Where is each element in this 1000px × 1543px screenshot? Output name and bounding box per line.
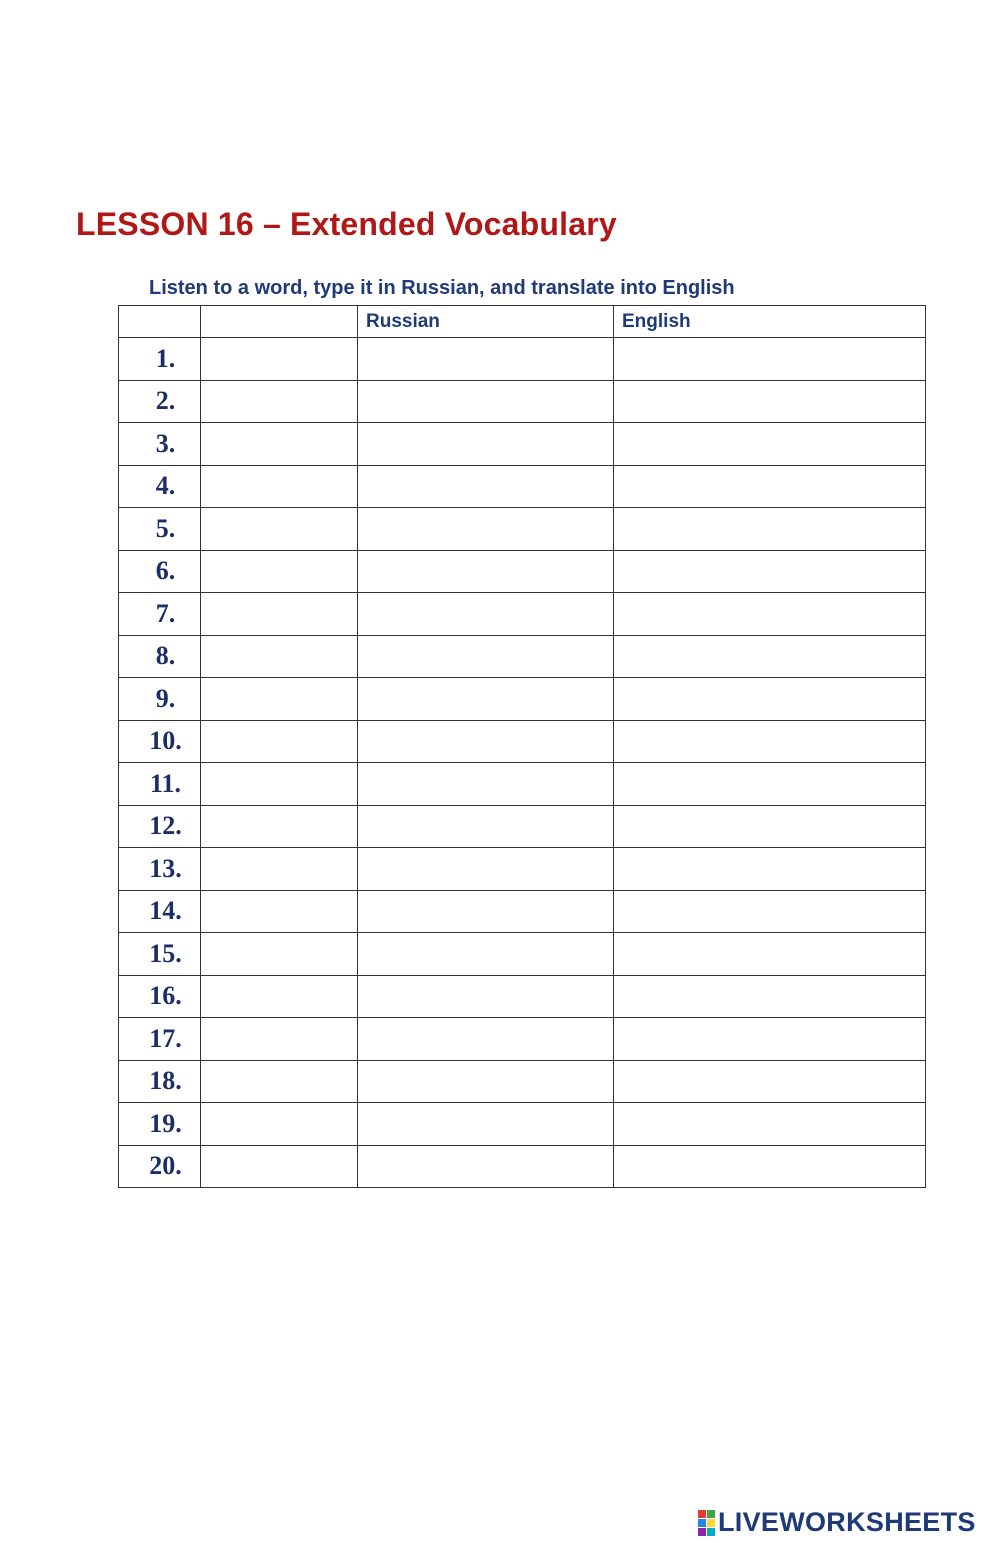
audio-cell[interactable] [201,1145,358,1188]
audio-cell[interactable] [201,1018,358,1061]
row-number: 5. [119,508,201,551]
row-number: 10. [119,720,201,763]
table-row [119,763,926,806]
russian-answer-cell[interactable] [358,763,614,806]
russian-answer-cell[interactable] [358,1018,614,1061]
russian-answer-cell[interactable] [358,593,614,636]
audio-cell[interactable] [201,678,358,721]
russian-answer-cell[interactable] [358,380,614,423]
russian-answer-cell[interactable] [358,338,614,381]
english-answer-cell[interactable] [614,678,926,721]
english-answer-cell[interactable] [614,380,926,423]
english-answer-cell[interactable] [614,1060,926,1103]
audio-cell[interactable] [201,635,358,678]
row-number: 7. [119,593,201,636]
audio-cell[interactable] [201,975,358,1018]
table-row [119,338,926,381]
english-answer-cell[interactable] [614,338,926,381]
logo-square [707,1528,715,1536]
russian-answer-cell[interactable] [358,423,614,466]
row-number: 8. [119,635,201,678]
audio-cell[interactable] [201,848,358,891]
audio-cell[interactable] [201,550,358,593]
english-answer-cell[interactable] [614,848,926,891]
russian-answer-cell[interactable] [358,678,614,721]
row-number: 1. [119,338,201,381]
header-english: English [614,306,926,338]
english-answer-cell[interactable] [614,1103,926,1146]
table-header-row [119,306,926,338]
table-row [119,593,926,636]
audio-cell[interactable] [201,465,358,508]
english-answer-cell[interactable] [614,465,926,508]
russian-answer-cell[interactable] [358,635,614,678]
row-number: 2. [119,380,201,423]
row-number: 12. [119,805,201,848]
logo-square [698,1519,706,1527]
page-title: LESSON 16 – Extended Vocabulary [76,206,617,242]
audio-cell[interactable] [201,380,358,423]
english-answer-cell[interactable] [614,933,926,976]
audio-cell[interactable] [201,763,358,806]
table-row [119,380,926,423]
table-row [119,933,926,976]
table-row [119,1103,926,1146]
russian-answer-cell[interactable] [358,1145,614,1188]
russian-answer-cell[interactable] [358,1060,614,1103]
table-row [119,720,926,763]
audio-cell[interactable] [201,423,358,466]
row-number: 9. [119,678,201,721]
instructions-text: Listen to a word, type it in Russian, and translate into English [149,277,735,299]
row-number: 3. [119,423,201,466]
russian-answer-cell[interactable] [358,890,614,933]
row-number: 20. [119,1145,201,1188]
logo-square [698,1528,706,1536]
row-number: 16. [119,975,201,1018]
english-answer-cell[interactable] [614,593,926,636]
russian-answer-cell[interactable] [358,848,614,891]
english-answer-cell[interactable] [614,550,926,593]
table-row [119,423,926,466]
table-row [119,508,926,551]
row-number: 4. [119,465,201,508]
table-row [119,890,926,933]
audio-cell[interactable] [201,338,358,381]
audio-cell[interactable] [201,805,358,848]
logo-text: LIVEWORKSHEETS [718,1507,976,1537]
table-row [119,975,926,1018]
row-number: 13. [119,848,201,891]
row-number: 15. [119,933,201,976]
liveworksheets-logo [698,1507,976,1538]
russian-answer-cell[interactable] [358,975,614,1018]
row-number: 11. [119,763,201,806]
russian-answer-cell[interactable] [358,805,614,848]
audio-cell[interactable] [201,1103,358,1146]
table-row [119,805,926,848]
audio-cell[interactable] [201,933,358,976]
english-answer-cell[interactable] [614,805,926,848]
english-answer-cell[interactable] [614,975,926,1018]
audio-cell[interactable] [201,1060,358,1103]
russian-answer-cell[interactable] [358,720,614,763]
row-number: 18. [119,1060,201,1103]
audio-cell[interactable] [201,508,358,551]
logo-mark-icon [698,1510,715,1536]
row-number: 14. [119,890,201,933]
logo-square [707,1519,715,1527]
table-row [119,1018,926,1061]
table-row [119,635,926,678]
russian-answer-cell[interactable] [358,933,614,976]
table-row [119,465,926,508]
russian-answer-cell[interactable] [358,465,614,508]
russian-answer-cell[interactable] [358,550,614,593]
table-row [119,550,926,593]
table-row [119,1145,926,1188]
header-russian: Russian [358,306,614,338]
russian-answer-cell[interactable] [358,508,614,551]
table-row [119,1060,926,1103]
english-answer-cell[interactable] [614,1145,926,1188]
audio-cell[interactable] [201,593,358,636]
header-audio [201,306,358,338]
english-answer-cell[interactable] [614,1018,926,1061]
english-answer-cell[interactable] [614,508,926,551]
table-body [119,338,926,1188]
audio-cell[interactable] [201,890,358,933]
row-number: 6. [119,550,201,593]
english-answer-cell[interactable] [614,890,926,933]
russian-answer-cell[interactable] [358,1103,614,1146]
header-number [119,306,201,338]
row-number: 17. [119,1018,201,1061]
row-number: 19. [119,1103,201,1146]
audio-cell[interactable] [201,720,358,763]
english-answer-cell[interactable] [614,635,926,678]
table-row [119,678,926,721]
logo-square [707,1510,715,1518]
logo-square [698,1510,706,1518]
english-answer-cell[interactable] [614,720,926,763]
vocabulary-table [118,305,926,1188]
table-row [119,848,926,891]
english-answer-cell[interactable] [614,423,926,466]
english-answer-cell[interactable] [614,763,926,806]
